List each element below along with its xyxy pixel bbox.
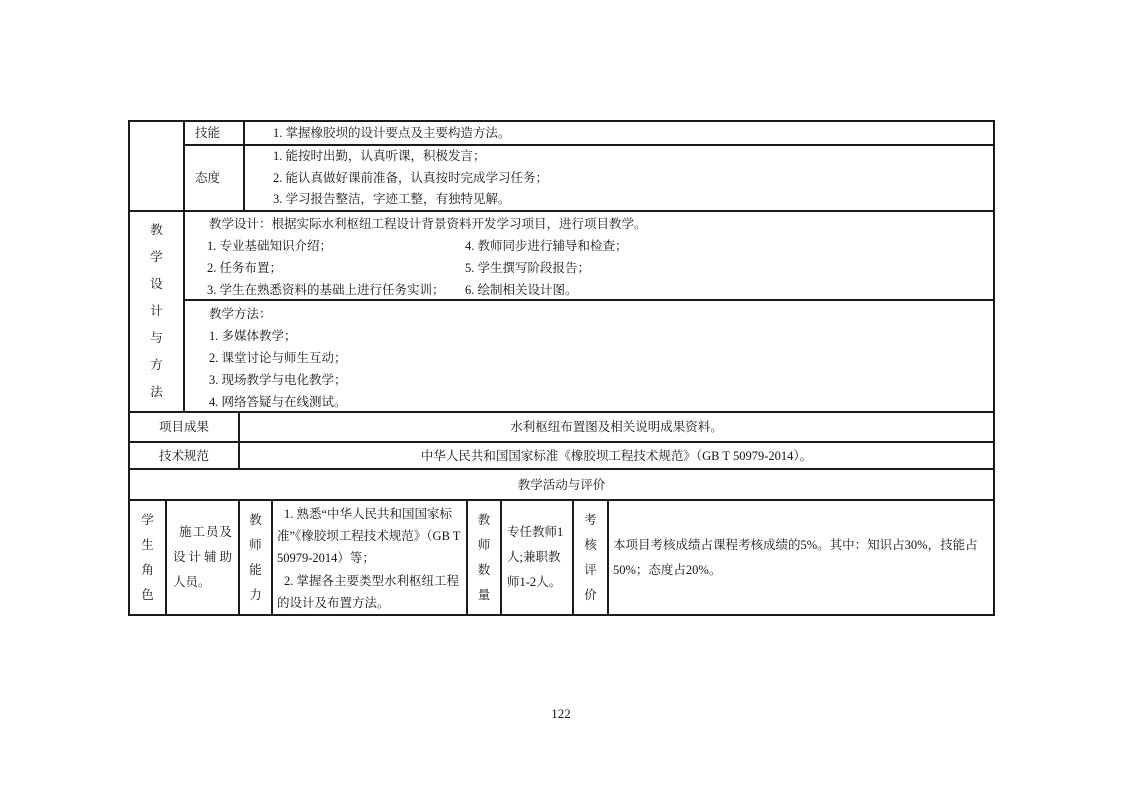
design-item: 1. 专业基础知识介绍； xyxy=(207,239,333,253)
objectives-merged-empty-cell xyxy=(130,122,185,210)
assessment-content-cell xyxy=(609,501,993,614)
method-title: 教学方法： xyxy=(209,307,272,321)
teacher-ability-item: 1. 熟悉“中华人民共和国国家标准”《橡胶坝工程技术规范》（GB T 50979-2014）等； xyxy=(277,507,461,566)
technical-standard-row xyxy=(130,443,993,471)
method-item: 2. 课堂讨论与师生互动； xyxy=(209,351,347,365)
skill-item: 1. 掌握橡胶坝的设计要点及主要构造方法。 xyxy=(273,126,511,140)
attitude-item: 3. 学习报告整洁，字迹工整，有独特见解。 xyxy=(273,192,511,206)
design-item: 4. 教师同步进行辅导和检查； xyxy=(465,239,628,253)
design-item: 3. 学生在熟悉资料的基础上进行任务实训； xyxy=(207,283,445,297)
method-item: 4. 网络答疑与在线测试。 xyxy=(209,395,347,409)
design-item: 5. 学生撰写阶段报告； xyxy=(465,261,591,275)
teacher-ability-label: 教师能力 xyxy=(240,501,273,614)
method-subsection xyxy=(185,301,993,413)
page-number: 122 xyxy=(551,706,571,721)
method-item: 1. 多媒体教学； xyxy=(209,329,297,343)
design-method-section xyxy=(130,212,993,413)
activity-row xyxy=(130,501,993,614)
assessment-content: 本项目考核成绩占课程考核成绩的5%。其中：知识占30%，技能占50%；态度占20%。 xyxy=(613,537,978,577)
teacher-ability-content-cell xyxy=(273,501,468,614)
design-method-label: 教学设计与方法 xyxy=(130,212,185,411)
design-intro: 教学设计：根据实际水利枢纽工程设计背景资料开发学习项目，进行项目教学。 xyxy=(209,217,647,231)
attitude-label: 态度 xyxy=(185,146,245,211)
objectives-section xyxy=(130,122,993,212)
teacher-count-content: 专任教师1人;兼职教师1-2人。 xyxy=(507,525,564,590)
technical-standard-label: 技术规范 xyxy=(130,443,240,469)
teaching-plan-table xyxy=(128,120,995,616)
design-item: 6. 绘制相关设计图。 xyxy=(465,283,578,297)
skill-label: 技能 xyxy=(185,122,245,144)
student-role-content-cell xyxy=(167,501,240,614)
technical-standard-content: 中华人民共和国国家标准《橡胶坝工程技术规范》（GB T 50979-2014）。 xyxy=(420,448,813,463)
attitude-item: 2. 能认真做好课前准备，认真按时完成学习任务； xyxy=(273,170,549,185)
skill-row xyxy=(185,122,993,146)
project-result-row xyxy=(130,413,993,443)
attitude-row xyxy=(185,146,993,211)
attitude-item: 1. 能按时出勤，认真听课，积极发言； xyxy=(273,149,486,163)
student-role-content: 施工员及设计辅助人员。 xyxy=(173,525,232,590)
project-result-label: 项目成果 xyxy=(130,413,240,441)
activity-header: 教学活动与评价 xyxy=(517,477,606,492)
project-result-content: 水利枢纽布置图及相关说明成果资料。 xyxy=(510,419,723,434)
teacher-ability-item: 2. 掌握各主要类型水利枢纽工程的设计及布置方法。 xyxy=(277,573,460,610)
student-role-label: 学生角色 xyxy=(130,501,167,614)
design-item: 2. 任务布置； xyxy=(207,261,283,275)
design-subsection xyxy=(185,212,993,301)
teacher-count-label: 教师数量 xyxy=(468,501,502,614)
teacher-count-content-cell xyxy=(502,501,574,614)
activity-header-row xyxy=(130,470,993,501)
method-item: 3. 现场教学与电化教学； xyxy=(209,373,347,387)
assessment-label: 考核评价 xyxy=(574,501,609,614)
